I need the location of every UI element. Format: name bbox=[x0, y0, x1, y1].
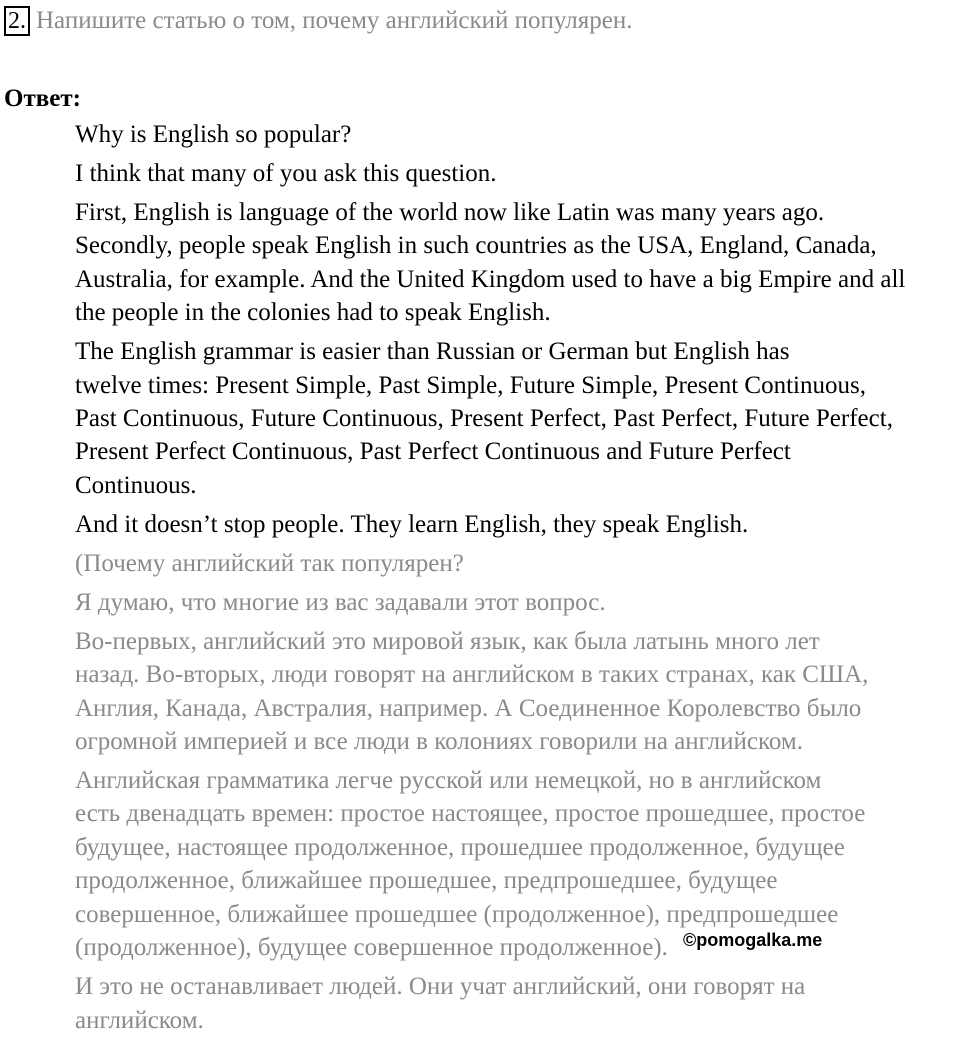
text-line: есть двенадцать времен: простое настоящее, простое прошедшее, простое bbox=[75, 800, 866, 828]
text-line: Я думаю, что многие из вас задавали этот вопрос. bbox=[75, 588, 606, 616]
russian-paragraph-2 bbox=[4, 586, 960, 619]
text-line: продолженное, ближайшее прошедшее, предпрошедшее, будущее bbox=[75, 867, 778, 895]
text-line: the people in the colonies had to speak English. bbox=[75, 299, 551, 327]
text-line: First, English is language of the world now like Latin was many years ago. bbox=[75, 199, 825, 226]
task-prompt: Напишите статью о том, почему английский популярен. bbox=[36, 7, 633, 34]
text-line: Australia, for example. And the United Kingdom used to have a big Empire and all bbox=[75, 265, 906, 293]
text-line: Why is English so popular? bbox=[75, 121, 352, 148]
text-line: I think that many of you ask this question. bbox=[75, 160, 497, 187]
text-line: The English grammar is easier than Russian or German but English has bbox=[75, 338, 790, 366]
text-line: английском. bbox=[75, 1006, 204, 1034]
task-number: 2. bbox=[4, 6, 30, 36]
english-paragraph-5 bbox=[4, 508, 960, 541]
english-paragraph-4 bbox=[4, 335, 960, 502]
russian-paragraph-3 bbox=[4, 625, 960, 759]
text-line: Английская грамматика легче русской или немецкой, но в английском bbox=[75, 767, 822, 795]
text-line: И это не останавливает людей. Они учат английский, они говорят на bbox=[75, 973, 806, 1001]
text-line: Past Continuous, Future Continuous, Present Perfect, Past Perfect, Future Perfect, bbox=[75, 405, 893, 433]
text-line: будущее, настоящее продолженное, прошедшее продолженное, будущее bbox=[75, 833, 845, 861]
text-line: Secondly, people speak English in such countries as the USA, England, Canada, bbox=[75, 232, 877, 260]
text-line: назад. Во-вторых, люди говорят на английском в таких странах, как США, bbox=[75, 661, 869, 689]
watermark: ©pomogalka.me bbox=[683, 930, 823, 950]
text-line: огромной империей и все люди в колониях говорили на английском. bbox=[75, 728, 803, 756]
text-line: (Почему английский так популярен? bbox=[75, 549, 464, 577]
russian-paragraph-1 bbox=[4, 547, 960, 580]
english-paragraph-1 bbox=[4, 118, 960, 151]
answer-text bbox=[4, 118, 960, 1043]
english-paragraph-3 bbox=[4, 196, 960, 330]
answer-label: Ответ: bbox=[4, 85, 81, 112]
text-line: Present Perfect Continuous, Past Perfect Continuous and Future Perfect bbox=[75, 438, 791, 466]
task-header bbox=[4, 4, 632, 38]
text-line: twelve times: Present Simple, Past Simple, Future Simple, Present Continuous, bbox=[75, 371, 866, 399]
english-paragraph-2 bbox=[4, 157, 960, 190]
text-line: совершенное, ближайшее прошедшее (продолженное), предпрошедшее bbox=[75, 900, 839, 928]
text-line: (продолженное), будущее совершенное продолженное). bbox=[75, 934, 668, 962]
text-line: And it doesn’t stop people. They learn English, they speak English. bbox=[75, 510, 749, 538]
text-line: Continuous. bbox=[75, 471, 197, 499]
russian-paragraph-5 bbox=[4, 970, 960, 1037]
text-line: Во-первых, английский это мировой язык, как была латынь много лет bbox=[75, 627, 820, 655]
text-line: Англия, Канада, Австралия, например. А Соединенное Королевство было bbox=[75, 694, 862, 722]
